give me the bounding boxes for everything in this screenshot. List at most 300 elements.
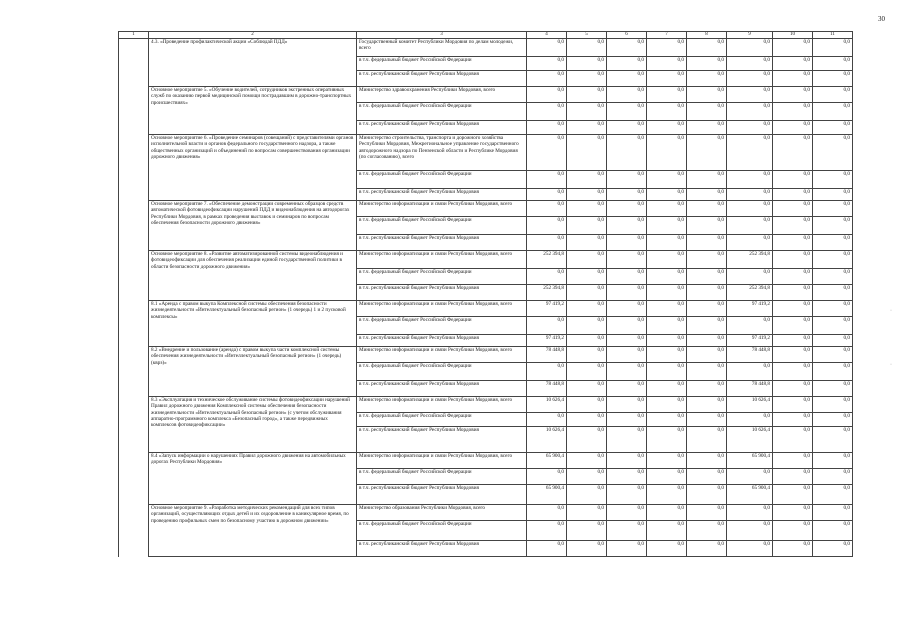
edge-mark: · [890, 362, 892, 368]
value-cell: 0,0 [813, 171, 853, 189]
funding-source-cell: в т.ч. республиканский бюджет Республики Мордовия [357, 427, 527, 453]
value-cell: 0,0 [813, 301, 853, 317]
value-cell: 78 448,8 [527, 381, 567, 397]
value-cell: 0,0 [773, 335, 813, 347]
value-cell: 0,0 [773, 363, 813, 381]
number-cell [119, 87, 149, 135]
value-cell: 0,0 [727, 235, 773, 251]
number-cell [119, 453, 149, 505]
value-cell: 0,0 [527, 201, 567, 217]
value-cell: 78 448,8 [727, 347, 773, 363]
value-cell: 0,0 [607, 121, 647, 135]
value-cell: 0,0 [567, 427, 607, 453]
value-cell: 0,0 [773, 347, 813, 363]
value-cell: 0,0 [687, 251, 727, 269]
value-cell: 0,0 [687, 469, 727, 485]
value-cell: 0,0 [773, 427, 813, 453]
page-number: 30 [878, 15, 885, 23]
value-cell: 10 626,4 [727, 427, 773, 453]
value-cell: 78 448,8 [527, 347, 567, 363]
funding-source-cell: Министерство информатизации и связи Республики Мордовия, всего [357, 201, 527, 217]
value-cell: 252 394,8 [727, 251, 773, 269]
funding-source-cell: Министерство информатизации и связи Республики Мордовия, всего [357, 347, 527, 363]
value-cell: 0,0 [773, 301, 813, 317]
value-cell: 0,0 [567, 217, 607, 235]
activity-cell: 8.3 «Эксплуатация и техническое обслуживание системы фотовидеофиксации нарушений Правил дорожного движения Комплексной системы обеспечения безопасности жизнедеятельности «Интеллектуальный безопасный регион» (с учетом обслуживания аппаратно-программного комплекса «Безопасный город», а также передвижных комплексов фотовидеофиксации» [149, 397, 357, 453]
value-cell: 0,0 [727, 171, 773, 189]
value-cell: 0,0 [813, 485, 853, 505]
value-cell: 0,0 [607, 381, 647, 397]
value-cell: 0,0 [813, 285, 853, 301]
table-row [119, 453, 853, 469]
value-cell: 0,0 [647, 269, 687, 285]
value-cell: 0,0 [727, 317, 773, 335]
table-row [119, 201, 853, 217]
column-number-row [119, 32, 853, 39]
value-cell: 0,0 [687, 189, 727, 201]
value-cell: 0,0 [687, 135, 727, 171]
value-cell: 0,0 [687, 453, 727, 469]
value-cell: 97 419,2 [527, 335, 567, 347]
value-cell: 0,0 [567, 189, 607, 201]
funding-source-cell: в т.ч. федеральный бюджет Российской Федерации [357, 57, 527, 71]
value-cell: 10 626,4 [527, 397, 567, 413]
activity-cell: 8.1 «Аренда с правом выкупа Комплексной системы обеспечения безопасности жизнедеятельности «Интеллектуальный безопасный регион» (1 очередь) 1 и 2 пусковой комплексы» [149, 301, 357, 347]
value-cell: 97 419,2 [727, 301, 773, 317]
value-cell: 0,0 [773, 57, 813, 71]
table-row [119, 135, 853, 171]
funding-source-cell: в т.ч. федеральный бюджет Российской Федерации [357, 363, 527, 381]
value-cell: 0,0 [567, 521, 607, 541]
value-cell: 0,0 [813, 427, 853, 453]
funding-source-cell: Министерство информатизации и связи Республики Мордовия, всего [357, 397, 527, 413]
value-cell: 0,0 [773, 453, 813, 469]
value-cell: 0,0 [607, 485, 647, 505]
value-cell: 0,0 [773, 397, 813, 413]
value-cell: 252 394,8 [727, 285, 773, 301]
value-cell: 0,0 [687, 121, 727, 135]
value-cell: 0,0 [647, 135, 687, 171]
header-cell: 8 [687, 32, 727, 39]
funding-source-cell: в т.ч. республиканский бюджет Республики Мордовия [357, 121, 527, 135]
value-cell: 0,0 [607, 397, 647, 413]
value-cell: 0,0 [607, 453, 647, 469]
header-cell: 9 [727, 32, 773, 39]
value-cell: 0,0 [773, 87, 813, 103]
value-cell: 0,0 [527, 121, 567, 135]
funding-source-cell: Министерство информатизации и связи Республики Мордовия, всего [357, 453, 527, 469]
value-cell: 0,0 [813, 347, 853, 363]
value-cell: 0,0 [607, 363, 647, 381]
value-cell: 0,0 [773, 189, 813, 201]
value-cell: 0,0 [647, 57, 687, 71]
value-cell: 0,0 [647, 71, 687, 87]
value-cell: 0,0 [773, 541, 813, 557]
value-cell: 0,0 [813, 269, 853, 285]
funding-source-cell: в т.ч. республиканский бюджет Республики Мордовия [357, 381, 527, 397]
value-cell: 0,0 [567, 39, 607, 57]
value-cell: 0,0 [727, 413, 773, 427]
value-cell: 0,0 [687, 335, 727, 347]
value-cell: 0,0 [647, 251, 687, 269]
value-cell: 0,0 [607, 347, 647, 363]
value-cell: 0,0 [773, 171, 813, 189]
funding-source-cell: в т.ч. республиканский бюджет Республики Мордовия [357, 235, 527, 251]
value-cell: 0,0 [527, 39, 567, 57]
value-cell: 0,0 [567, 171, 607, 189]
funding-source-cell: в т.ч. федеральный бюджет Российской Федерации [357, 521, 527, 541]
value-cell: 0,0 [607, 217, 647, 235]
value-cell: 0,0 [647, 301, 687, 317]
value-cell: 0,0 [813, 381, 853, 397]
number-cell [119, 135, 149, 201]
funding-source-cell: Министерство здравоохранения Республики Мордовия, всего [357, 87, 527, 103]
value-cell: 0,0 [567, 381, 607, 397]
value-cell: 0,0 [607, 285, 647, 301]
value-cell: 0,0 [567, 363, 607, 381]
value-cell: 0,0 [527, 541, 567, 557]
funding-source-cell: Министерство строительства, транспорта и дорожного хозяйства Республики Мордовия, Межрегиональное управление государственного автодорожного надзора по Пензенской области и Республике Мордовия (по согласованию), всего [357, 135, 527, 171]
value-cell: 0,0 [813, 251, 853, 269]
budget-table [118, 31, 853, 557]
value-cell: 0,0 [567, 269, 607, 285]
value-cell: 0,0 [687, 103, 727, 121]
header-cell: 2 [149, 32, 357, 39]
number-cell [119, 251, 149, 301]
value-cell: 0,0 [567, 235, 607, 251]
value-cell: 0,0 [727, 521, 773, 541]
value-cell: 252 394,8 [527, 285, 567, 301]
value-cell: 0,0 [727, 217, 773, 235]
value-cell: 0,0 [527, 135, 567, 171]
value-cell: 0,0 [687, 347, 727, 363]
value-cell: 0,0 [647, 541, 687, 557]
value-cell: 0,0 [647, 189, 687, 201]
value-cell: 0,0 [687, 235, 727, 251]
value-cell: 0,0 [813, 397, 853, 413]
value-cell: 0,0 [773, 235, 813, 251]
value-cell: 0,0 [813, 57, 853, 71]
value-cell: 0,0 [687, 301, 727, 317]
value-cell: 0,0 [567, 453, 607, 469]
value-cell: 0,0 [773, 71, 813, 87]
value-cell: 0,0 [647, 485, 687, 505]
funding-source-cell: в т.ч. республиканский бюджет Республики Мордовия [357, 485, 527, 505]
value-cell: 0,0 [773, 135, 813, 171]
activity-cell: Основное мероприятие 5. «Обучение водителей, сотрудников экстренных оперативных служб по оказанию первой медицинской помощи пострадавшим в дорожно-транспортных происшествиях» [149, 87, 357, 135]
value-cell: 0,0 [773, 39, 813, 57]
value-cell: 0,0 [773, 485, 813, 505]
value-cell: 0,0 [727, 71, 773, 87]
funding-source-cell: в т.ч. федеральный бюджет Российской Федерации [357, 269, 527, 285]
value-cell: 0,0 [687, 217, 727, 235]
funding-source-cell: Государственный комитет Республики Мордовия по делам молодежи, всего [357, 39, 527, 57]
value-cell: 0,0 [687, 171, 727, 189]
value-cell: 0,0 [727, 201, 773, 217]
header-cell: 7 [647, 32, 687, 39]
value-cell: 97 419,2 [727, 335, 773, 347]
value-cell: 0,0 [813, 413, 853, 427]
number-cell [119, 397, 149, 453]
value-cell: 0,0 [647, 201, 687, 217]
value-cell: 0,0 [647, 397, 687, 413]
value-cell: 0,0 [813, 317, 853, 335]
value-cell: 0,0 [567, 201, 607, 217]
header-cell: 11 [813, 32, 853, 39]
value-cell: 0,0 [527, 413, 567, 427]
value-cell: 0,0 [773, 413, 813, 427]
activity-cell: Основное мероприятие 9. «Разработка методических рекомендаций для всех типов организаций, осуществляющих отдых детей и их оздоровление в каникулярное время, по проведению профильных смен по безопасному участию в дорожном движении» [149, 505, 357, 557]
value-cell: 0,0 [647, 505, 687, 521]
value-cell: 0,0 [727, 87, 773, 103]
value-cell: 0,0 [647, 87, 687, 103]
value-cell: 0,0 [687, 505, 727, 521]
value-cell: 0,0 [567, 71, 607, 87]
value-cell: 0,0 [813, 217, 853, 235]
value-cell: 0,0 [813, 201, 853, 217]
value-cell: 0,0 [773, 381, 813, 397]
value-cell: 0,0 [773, 521, 813, 541]
value-cell: 0,0 [607, 427, 647, 453]
value-cell: 0,0 [607, 469, 647, 485]
value-cell: 0,0 [527, 87, 567, 103]
value-cell: 0,0 [647, 217, 687, 235]
value-cell: 0,0 [687, 285, 727, 301]
value-cell: 0,0 [687, 201, 727, 217]
value-cell: 0,0 [607, 171, 647, 189]
value-cell: 0,0 [687, 397, 727, 413]
funding-source-cell: в т.ч. республиканский бюджет Республики Мордовия [357, 541, 527, 557]
value-cell: 0,0 [607, 201, 647, 217]
value-cell: 0,0 [687, 427, 727, 453]
value-cell: 0,0 [647, 335, 687, 347]
value-cell: 0,0 [647, 171, 687, 189]
value-cell: 0,0 [527, 171, 567, 189]
value-cell: 65 900,4 [727, 485, 773, 505]
value-cell: 0,0 [813, 453, 853, 469]
activity-cell: 8.2 «Внедрение и пользование (аренда) с правом выкупа части комплексной системы обеспечения жизнедеятельности «Интеллектуальный безопасный регион» (1 очередь) (кврз)» [149, 347, 357, 397]
table-row [119, 347, 853, 363]
value-cell: 0,0 [527, 363, 567, 381]
funding-source-cell: в т.ч. федеральный бюджет Российской Федерации [357, 171, 527, 189]
value-cell: 0,0 [607, 189, 647, 201]
value-cell: 252 394,8 [527, 251, 567, 269]
value-cell: 0,0 [687, 541, 727, 557]
value-cell: 0,0 [813, 541, 853, 557]
value-cell: 0,0 [813, 469, 853, 485]
value-cell: 0,0 [727, 57, 773, 71]
value-cell: 0,0 [527, 189, 567, 201]
value-cell: 0,0 [607, 413, 647, 427]
value-cell: 0,0 [527, 269, 567, 285]
value-cell: 0,0 [687, 381, 727, 397]
funding-source-cell: в т.ч. республиканский бюджет Республики Мордовия [357, 285, 527, 301]
value-cell: 0,0 [813, 39, 853, 57]
value-cell: 0,0 [773, 201, 813, 217]
value-cell: 0,0 [567, 317, 607, 335]
value-cell: 0,0 [813, 103, 853, 121]
value-cell: 0,0 [607, 505, 647, 521]
value-cell: 0,0 [527, 217, 567, 235]
activity-cell: 4.3. «Проведение профилактической акции «Соблюдай ПДД» [149, 39, 357, 87]
value-cell: 0,0 [813, 235, 853, 251]
value-cell: 0,0 [527, 235, 567, 251]
value-cell: 0,0 [813, 135, 853, 171]
value-cell: 0,0 [813, 121, 853, 135]
funding-source-cell: в т.ч. федеральный бюджет Российской Федерации [357, 469, 527, 485]
value-cell: 0,0 [647, 453, 687, 469]
value-cell: 10 626,4 [527, 427, 567, 453]
number-cell [119, 505, 149, 557]
funding-source-cell: в т.ч. федеральный бюджет Российской Федерации [357, 217, 527, 235]
funding-source-cell: в т.ч. федеральный бюджет Российской Федерации [357, 413, 527, 427]
value-cell: 0,0 [773, 505, 813, 521]
value-cell: 0,0 [727, 103, 773, 121]
header-cell: 10 [773, 32, 813, 39]
value-cell: 0,0 [567, 469, 607, 485]
value-cell: 0,0 [727, 189, 773, 201]
value-cell: 0,0 [607, 269, 647, 285]
table-row [119, 39, 853, 57]
value-cell: 0,0 [647, 427, 687, 453]
value-cell: 0,0 [607, 335, 647, 347]
value-cell: 0,0 [647, 347, 687, 363]
number-cell [119, 201, 149, 251]
value-cell: 0,0 [687, 521, 727, 541]
value-cell: 0,0 [607, 71, 647, 87]
value-cell: 0,0 [687, 71, 727, 87]
value-cell: 0,0 [647, 121, 687, 135]
edge-mark: · [890, 308, 892, 314]
funding-source-cell: Министерство информатизации и связи Республики Мордовия, всего [357, 301, 527, 317]
table-row [119, 301, 853, 317]
value-cell: 0,0 [727, 363, 773, 381]
value-cell: 0,0 [647, 469, 687, 485]
value-cell: 65 900,4 [527, 485, 567, 505]
value-cell: 0,0 [647, 521, 687, 541]
header-cell: 4 [527, 32, 567, 39]
value-cell: 0,0 [813, 335, 853, 347]
value-cell: 0,0 [527, 71, 567, 87]
activity-cell: 8.4 «Запуск информации о нарушениях Правил дорожного движения на автомобильных дорогах Республики Мордовия» [149, 453, 357, 505]
table-row [119, 397, 853, 413]
value-cell: 0,0 [687, 87, 727, 103]
value-cell: 0,0 [647, 285, 687, 301]
value-cell: 0,0 [813, 71, 853, 87]
value-cell: 0,0 [687, 57, 727, 71]
value-cell: 0,0 [647, 413, 687, 427]
value-cell: 0,0 [813, 521, 853, 541]
value-cell: 0,0 [567, 541, 607, 557]
number-cell [119, 347, 149, 397]
value-cell: 0,0 [567, 485, 607, 505]
table-row [119, 505, 853, 521]
value-cell: 0,0 [607, 57, 647, 71]
funding-source-cell: в т.ч. федеральный бюджет Российской Федерации [357, 317, 527, 335]
value-cell: 0,0 [773, 285, 813, 301]
value-cell: 0,0 [607, 301, 647, 317]
header-cell: 3 [357, 32, 527, 39]
funding-source-cell: Министерство информатизации и связи Республики Мордовия, всего [357, 251, 527, 269]
value-cell: 0,0 [647, 39, 687, 57]
value-cell: 0,0 [773, 251, 813, 269]
value-cell: 0,0 [813, 87, 853, 103]
value-cell: 97 419,2 [527, 301, 567, 317]
value-cell: 78 448,8 [727, 381, 773, 397]
number-cell [119, 39, 149, 87]
header-cell: 6 [607, 32, 647, 39]
funding-source-cell: в т.ч. республиканский бюджет Республики Мордовия [357, 189, 527, 201]
value-cell: 0,0 [727, 541, 773, 557]
value-cell: 0,0 [567, 285, 607, 301]
value-cell: 65 900,4 [727, 453, 773, 469]
value-cell: 0,0 [773, 217, 813, 235]
value-cell: 10 626,4 [727, 397, 773, 413]
value-cell: 0,0 [527, 469, 567, 485]
activity-cell: Основное мероприятие 8. «Развитие автоматизированной системы видеонаблюдения и фотовидеофиксации для обеспечения реализации единой государственной политики в области безопасности дорожного движения» [149, 251, 357, 301]
value-cell: 0,0 [527, 521, 567, 541]
value-cell: 0,0 [687, 269, 727, 285]
value-cell: 0,0 [813, 363, 853, 381]
value-cell: 0,0 [687, 485, 727, 505]
activity-cell: Основное мероприятие 6. «Проведение семинаров (совещаний) с представителями органов исполнительной власти и органов федерального государственного надзора, а также общественных организаций и объединений по вопросам совершенствования организации дорожного движения» [149, 135, 357, 201]
value-cell: 0,0 [607, 235, 647, 251]
value-cell: 0,0 [773, 103, 813, 121]
value-cell: 0,0 [727, 39, 773, 57]
value-cell: 0,0 [567, 57, 607, 71]
funding-source-cell: в т.ч. республиканский бюджет Республики Мордовия [357, 71, 527, 87]
value-cell: 0,0 [567, 301, 607, 317]
value-cell: 0,0 [687, 39, 727, 57]
table-row [119, 251, 853, 269]
value-cell: 0,0 [567, 335, 607, 347]
value-cell: 0,0 [607, 87, 647, 103]
value-cell: 0,0 [647, 381, 687, 397]
value-cell: 0,0 [607, 521, 647, 541]
value-cell: 0,0 [607, 39, 647, 57]
value-cell: 0,0 [813, 505, 853, 521]
funding-source-cell: в т.ч. федеральный бюджет Российской Федерации [357, 103, 527, 121]
value-cell: 0,0 [647, 235, 687, 251]
value-cell: 0,0 [567, 397, 607, 413]
value-cell: 0,0 [607, 541, 647, 557]
value-cell: 0,0 [727, 269, 773, 285]
value-cell: 0,0 [727, 469, 773, 485]
table-row [119, 87, 853, 103]
header-cell: 5 [567, 32, 607, 39]
value-cell: 0,0 [567, 413, 607, 427]
funding-source-cell: Министерство образования Республики Мордовия, всего [357, 505, 527, 521]
value-cell: 0,0 [773, 469, 813, 485]
value-cell: 0,0 [773, 317, 813, 335]
value-cell: 0,0 [773, 121, 813, 135]
value-cell: 0,0 [647, 317, 687, 335]
header-cell: 1 [119, 32, 149, 39]
value-cell: 0,0 [773, 269, 813, 285]
funding-source-cell: в т.ч. республиканский бюджет Республики Мордовия [357, 335, 527, 347]
value-cell: 0,0 [607, 135, 647, 171]
value-cell: 0,0 [527, 505, 567, 521]
value-cell: 0,0 [727, 505, 773, 521]
value-cell: 0,0 [647, 103, 687, 121]
value-cell: 0,0 [687, 413, 727, 427]
value-cell: 0,0 [527, 57, 567, 71]
value-cell: 0,0 [607, 103, 647, 121]
value-cell: 0,0 [727, 135, 773, 171]
value-cell: 0,0 [567, 121, 607, 135]
value-cell: 0,0 [607, 317, 647, 335]
value-cell: 0,0 [567, 103, 607, 121]
